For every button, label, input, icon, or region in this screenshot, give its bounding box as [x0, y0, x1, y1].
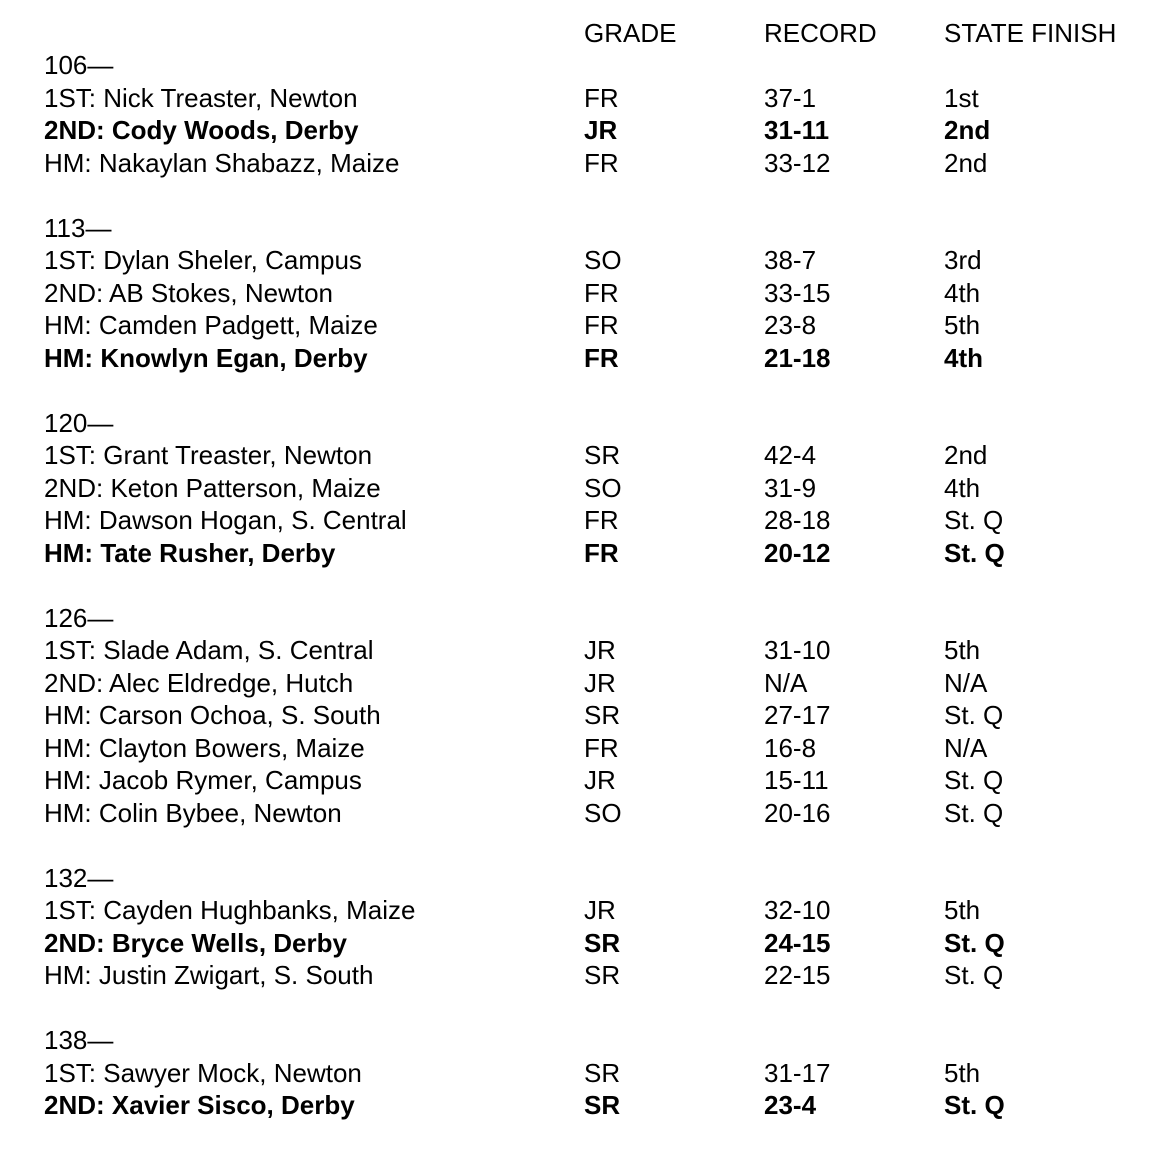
- wrestler-name: 1ST: Sawyer Mock, Newton: [44, 1057, 362, 1088]
- wrestler-record: 27-17: [764, 700, 831, 730]
- wrestler-record: 20-16: [764, 797, 831, 828]
- wrestler-record: 20-12: [764, 537, 831, 568]
- wrestler-row: [0, 82, 1172, 114]
- wrestler-row: [0, 634, 1172, 666]
- wrestler-state-finish: 2nd: [944, 440, 988, 470]
- weight-class-label: [0, 407, 1172, 439]
- weight-class-label-text: 126—: [44, 602, 114, 633]
- wrestler-row: [0, 439, 1172, 471]
- wrestler-state-finish: 3rd: [944, 245, 982, 275]
- wrestler-grade: JR: [584, 667, 616, 698]
- wrestler-grade: FR: [584, 277, 619, 308]
- wrestler-grade: FR: [584, 82, 619, 113]
- grade-column-header: GRADE: [584, 18, 677, 48]
- wrestler-record: 42-4: [764, 440, 817, 470]
- wrestler-state-finish: St. Q: [944, 927, 1005, 958]
- wrestler-state-finish: St. Q: [944, 505, 1004, 535]
- column-header-row: [0, 17, 1172, 49]
- wrestler-name: 1ST: Cayden Hughbanks, Maize: [44, 895, 416, 925]
- wrestler-row: [0, 699, 1172, 731]
- wrestler-record: 31-10: [764, 635, 831, 665]
- wrestler-record: 22-15: [764, 960, 831, 990]
- wrestler-grade: SO: [584, 245, 622, 275]
- wrestler-state-finish: 2nd: [944, 115, 991, 145]
- wrestler-record: 28-18: [764, 505, 831, 535]
- wrestler-row: [0, 894, 1172, 926]
- weight-class-label-text: 106—: [44, 50, 114, 80]
- wrestler-grade: SR: [584, 1057, 621, 1088]
- wrestler-name: 2ND: AB Stokes, Newton: [44, 277, 334, 308]
- wrestler-record: 33-12: [764, 147, 831, 178]
- wrestler-name: 2ND: Cody Woods, Derby: [44, 115, 359, 145]
- wrestler-record: N/A: [764, 667, 808, 698]
- wrestler-state-finish: 5th: [944, 635, 981, 665]
- wrestler-record: 32-10: [764, 895, 831, 925]
- weight-class-label: [0, 1024, 1172, 1056]
- wrestler-record: 31-17: [764, 1057, 831, 1088]
- wrestler-name: 2ND: Bryce Wells, Derby: [44, 927, 347, 958]
- wrestler-state-finish: St. Q: [944, 1090, 1005, 1120]
- wrestler-name: HM: Carson Ochoa, S. South: [44, 700, 381, 730]
- wrestler-state-finish: 5th: [944, 310, 981, 340]
- wrestler-record: 16-8: [764, 732, 817, 763]
- wrestler-state-finish: 4th: [944, 472, 981, 503]
- wrestler-row: [0, 537, 1172, 569]
- wrestler-name: 2ND: Keton Patterson, Maize: [44, 472, 381, 503]
- wrestler-grade: SO: [584, 797, 622, 828]
- weight-class-label-text: 120—: [44, 407, 114, 438]
- wrestler-state-finish: 5th: [944, 895, 981, 925]
- wrestler-state-finish: 4th: [944, 342, 983, 373]
- weight-class-label: [0, 602, 1172, 634]
- wrestler-name: HM: Jacob Rymer, Campus: [44, 765, 362, 795]
- wrestler-state-finish: 2nd: [944, 147, 988, 178]
- wrestler-record: 33-15: [764, 277, 831, 308]
- wrestler-state-finish: St. Q: [944, 700, 1004, 730]
- wrestler-name: HM: Tate Rusher, Derby: [44, 537, 336, 568]
- wrestler-grade: SR: [584, 440, 621, 470]
- wrestler-row: [0, 147, 1172, 179]
- wrestler-record: 15-11: [764, 765, 829, 795]
- wrestler-name: HM: Clayton Bowers, Maize: [44, 732, 365, 763]
- wrestler-row: [0, 927, 1172, 959]
- wrestler-record: 31-9: [764, 472, 817, 503]
- wrestler-grade: SR: [584, 1090, 621, 1120]
- wrestler-record: 31-11: [764, 115, 830, 145]
- wrestler-state-finish: St. Q: [944, 537, 1005, 568]
- wrestler-name: 2ND: Xavier Sisco, Derby: [44, 1090, 355, 1120]
- wrestler-grade: JR: [584, 635, 616, 665]
- wrestler-record: 38-7: [764, 245, 817, 275]
- wrestler-state-finish: St. Q: [944, 960, 1004, 990]
- wrestler-record: 24-15: [764, 927, 831, 958]
- wrestler-grade: FR: [584, 732, 619, 763]
- wrestler-record: 23-8: [764, 310, 817, 340]
- wrestler-grade: FR: [584, 310, 619, 340]
- wrestler-row: [0, 504, 1172, 536]
- wrestler-row: [0, 472, 1172, 504]
- weight-class-label: [0, 212, 1172, 244]
- wrestler-row: [0, 277, 1172, 309]
- wrestler-state-finish: 5th: [944, 1057, 981, 1088]
- wrestler-grade: SO: [584, 472, 622, 503]
- wrestler-row: [0, 1089, 1172, 1121]
- weight-class-label-text: 132—: [44, 862, 114, 893]
- wrestler-row: [0, 959, 1172, 991]
- wrestler-grade: FR: [584, 505, 619, 535]
- wrestler-record: 23-4: [764, 1090, 817, 1120]
- wrestler-row: [0, 764, 1172, 796]
- record-column-header: RECORD: [764, 18, 877, 48]
- wrestler-row: [0, 667, 1172, 699]
- wrestler-grade: SR: [584, 960, 621, 990]
- wrestler-state-finish: N/A: [944, 667, 988, 698]
- wrestler-state-finish: 1st: [944, 82, 979, 113]
- wrestler-row: [0, 114, 1172, 146]
- wrestler-name: HM: Nakaylan Shabazz, Maize: [44, 147, 400, 178]
- wrestler-state-finish: St. Q: [944, 765, 1004, 795]
- wrestler-row: [0, 342, 1172, 374]
- wrestler-grade: JR: [584, 765, 616, 795]
- wrestler-row: [0, 1057, 1172, 1089]
- wrestler-record: 21-18: [764, 342, 831, 373]
- wrestler-row: [0, 797, 1172, 829]
- wrestler-grade: FR: [584, 537, 619, 568]
- wrestler-state-finish: St. Q: [944, 797, 1004, 828]
- weight-class-label-text: 113—: [44, 212, 112, 243]
- wrestler-grade: FR: [584, 342, 619, 373]
- wrestler-name: 1ST: Nick Treaster, Newton: [44, 82, 358, 113]
- wrestler-name: HM: Dawson Hogan, S. Central: [44, 505, 407, 535]
- wrestler-row: [0, 309, 1172, 341]
- wrestler-row: [0, 244, 1172, 276]
- wrestler-record: 37-1: [764, 82, 817, 113]
- wrestler-name: HM: Knowlyn Egan, Derby: [44, 342, 368, 373]
- wrestler-name: 1ST: Slade Adam, S. Central: [44, 635, 374, 665]
- wrestler-grade: JR: [584, 895, 616, 925]
- wrestler-name: 1ST: Grant Treaster, Newton: [44, 440, 373, 470]
- state-finish-column-header: STATE FINISH: [944, 18, 1117, 48]
- wrestler-name: HM: Colin Bybee, Newton: [44, 797, 342, 828]
- wrestler-name: 1ST: Dylan Sheler, Campus: [44, 245, 362, 275]
- wrestler-grade: FR: [584, 147, 619, 178]
- wrestler-grade: SR: [584, 927, 621, 958]
- weight-class-label-text: 138—: [44, 1025, 114, 1055]
- wrestler-name: 2ND: Alec Eldredge, Hutch: [44, 667, 354, 698]
- wrestler-state-finish: 4th: [944, 277, 981, 308]
- wrestler-name: HM: Justin Zwigart, S. South: [44, 960, 374, 990]
- wrestler-grade: JR: [584, 115, 618, 145]
- weight-class-label: [0, 49, 1172, 81]
- wrestler-grade: SR: [584, 700, 621, 730]
- weight-class-label: [0, 862, 1172, 894]
- wrestler-state-finish: N/A: [944, 732, 988, 763]
- wrestler-row: [0, 732, 1172, 764]
- wrestler-name: HM: Camden Padgett, Maize: [44, 310, 378, 340]
